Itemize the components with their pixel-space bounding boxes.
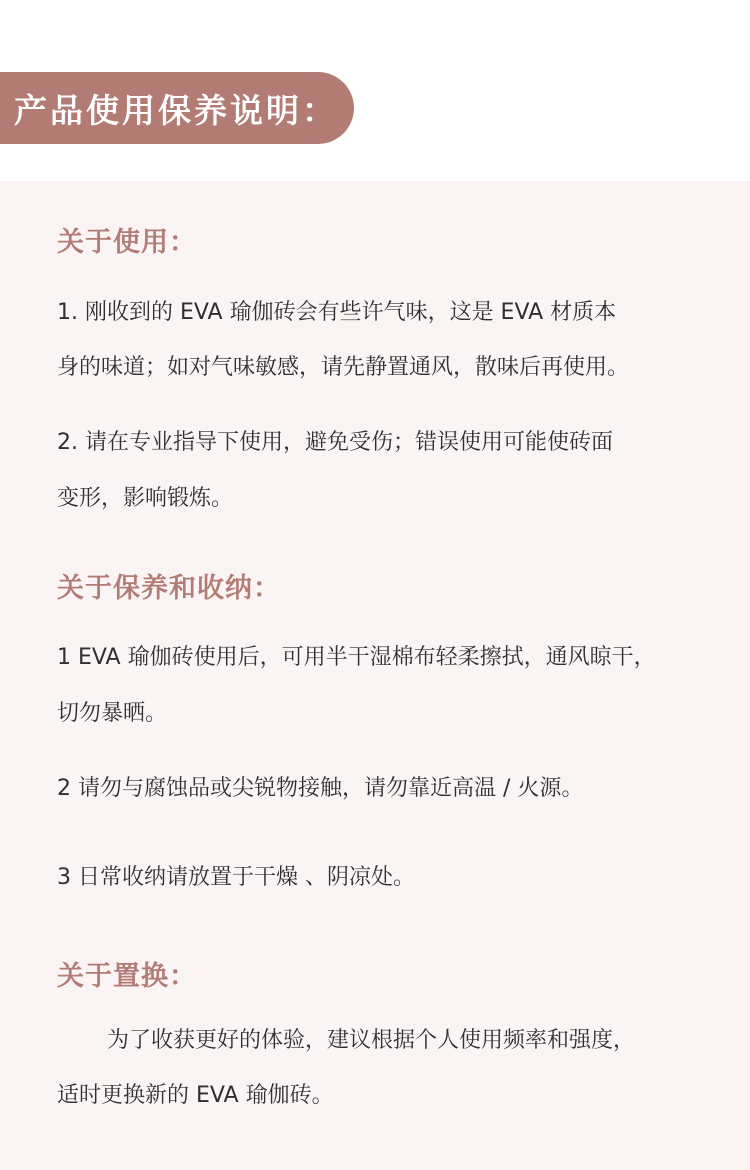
content-panel	[0, 181, 750, 1170]
usage-line-3: 2. 请在专业指导下使用，避免受伤；错误使用可能使砖面	[57, 430, 613, 455]
title-banner	[0, 72, 354, 144]
section-heading-care-storage: 关于保养和收纳：	[57, 573, 281, 604]
section-heading-replacement: 关于置换：	[57, 961, 197, 992]
section-heading-usage: 关于使用：	[57, 227, 197, 258]
replacement-line-1: 为了收获更好的体验，建议根据个人使用频率和强度，	[107, 1028, 636, 1053]
replacement-line-2: 适时更换新的 EVA 瑜伽砖。	[57, 1083, 334, 1108]
page-title: 产品使用保养说明：	[14, 90, 338, 130]
usage-line-1: 1. 刚收到的 EVA 瑜伽砖会有些许气味，这是 EVA 材质本	[57, 300, 617, 325]
care-line-2: 切勿暴晒。	[57, 701, 168, 726]
care-line-1: 1 EVA 瑜伽砖使用后，可用半干湿棉布轻柔擦拭，通风晾干，	[57, 645, 656, 670]
usage-line-2: 身的味道；如对气味敏感，请先静置通风，散味后再使用。	[57, 355, 630, 380]
care-line-3: 2 请勿与腐蚀品或尖锐物接触，请勿靠近高温 / 火源。	[57, 776, 584, 801]
usage-line-4: 变形，影响锻炼。	[57, 486, 234, 511]
care-line-4: 3 日常收纳请放置于干燥 、阴凉处。	[57, 865, 415, 890]
